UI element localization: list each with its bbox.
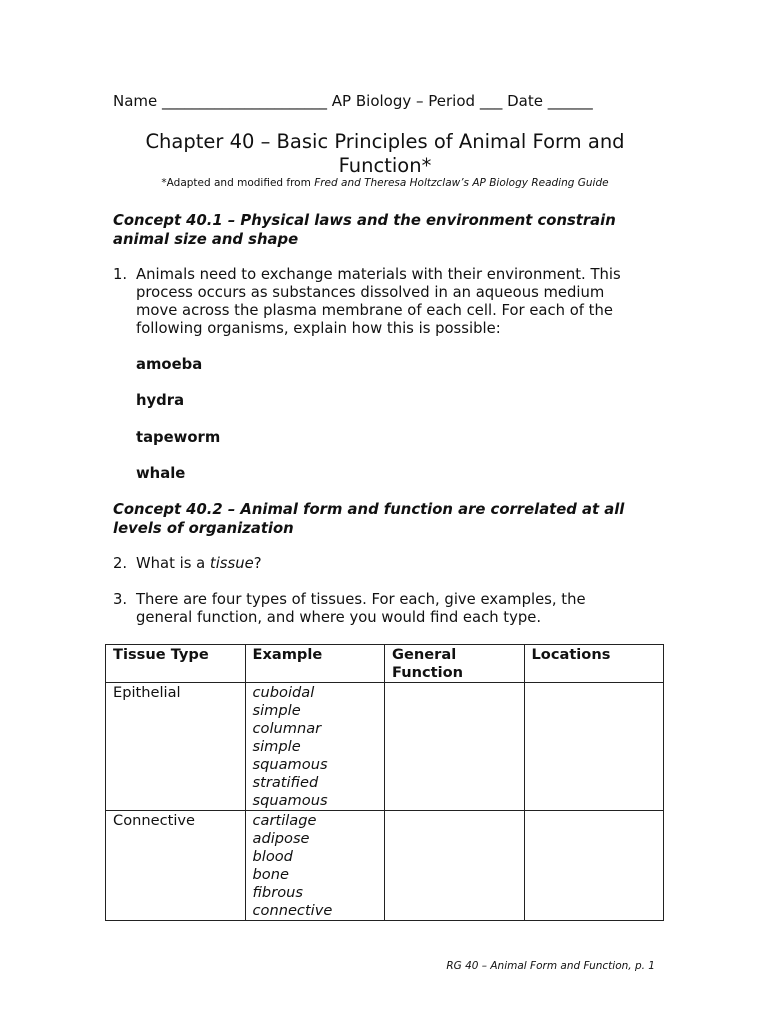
tissue-type-cell: Epithelial (106, 683, 246, 811)
question-number: 1. (113, 266, 128, 283)
example-cell (245, 683, 385, 811)
header-tissue-type: Tissue Type (106, 645, 246, 683)
page-footer: RG 40 – Animal Form and Function, p. 1 (446, 960, 655, 972)
chapter-title: Chapter 40 – Basic Principles of Animal Form and Function* (145, 130, 625, 177)
concept-40-2-heading: Concept 40.2 – Animal form and function are correlated at all levels of organization (113, 501, 625, 537)
organism-whale: whale (136, 465, 186, 482)
concept-40-1-heading: Concept 40.1 – Physical laws and the environment constrain animal size and shape (113, 212, 616, 248)
table-header-row (106, 645, 664, 683)
table-row (106, 683, 664, 811)
question-text (136, 555, 646, 573)
adapted-source: Fred and Theresa Holtzclaw’s AP Biology Reading Guide (314, 177, 609, 189)
organism-amoeba: amoeba (136, 356, 203, 373)
example-item: simple (252, 738, 301, 755)
question-text: There are four types of tissues. For each, give examples, the general function, and where you would find each type. (136, 591, 586, 626)
example-item: connective (252, 902, 333, 919)
organism-tapeworm: tapeworm (136, 429, 221, 446)
adapted-prefix: *Adapted and modified from (161, 177, 315, 189)
question-text: Animals need to exchange materials with their environment. This process occurs as substances dissolved in an aqueous medium move across the plasma membrane of each cell. For each of the following organisms, explain how this is possible: (136, 266, 621, 337)
q2-term: tissue (209, 555, 254, 572)
organism-hydra: hydra (136, 392, 185, 409)
general-function-cell (385, 683, 525, 811)
tissue-table (105, 644, 664, 921)
example-item: bone (252, 866, 289, 883)
adapted-note (110, 177, 660, 189)
example-item: cartilage (252, 812, 317, 829)
question-number: 3. (113, 591, 128, 608)
example-item: columnar (252, 720, 322, 737)
header-example: Example (245, 645, 385, 683)
example-item: stratified (252, 774, 319, 791)
example-cell (245, 811, 385, 921)
name-period-date-line: Name ______________________ AP Biology – Period ___ Date ______ (113, 92, 593, 110)
q2-text-after: ? (253, 555, 262, 572)
example-item: squamous (252, 792, 328, 809)
header-locations: Locations (524, 645, 664, 683)
q2-text-before: What is a (136, 555, 210, 572)
example-item: fibrous (252, 884, 303, 901)
locations-cell (524, 811, 664, 921)
example-item: simple (252, 702, 301, 719)
header-general-function: General Function (385, 645, 525, 683)
locations-cell (524, 683, 664, 811)
general-function-cell (385, 811, 525, 921)
tissue-type-cell: Connective (106, 811, 246, 921)
table-row (106, 811, 664, 921)
example-item: adipose (252, 830, 310, 847)
question-number: 2. (113, 555, 128, 572)
example-item: squamous (252, 756, 328, 773)
example-item: cuboidal (252, 684, 315, 701)
example-item: blood (252, 848, 293, 865)
